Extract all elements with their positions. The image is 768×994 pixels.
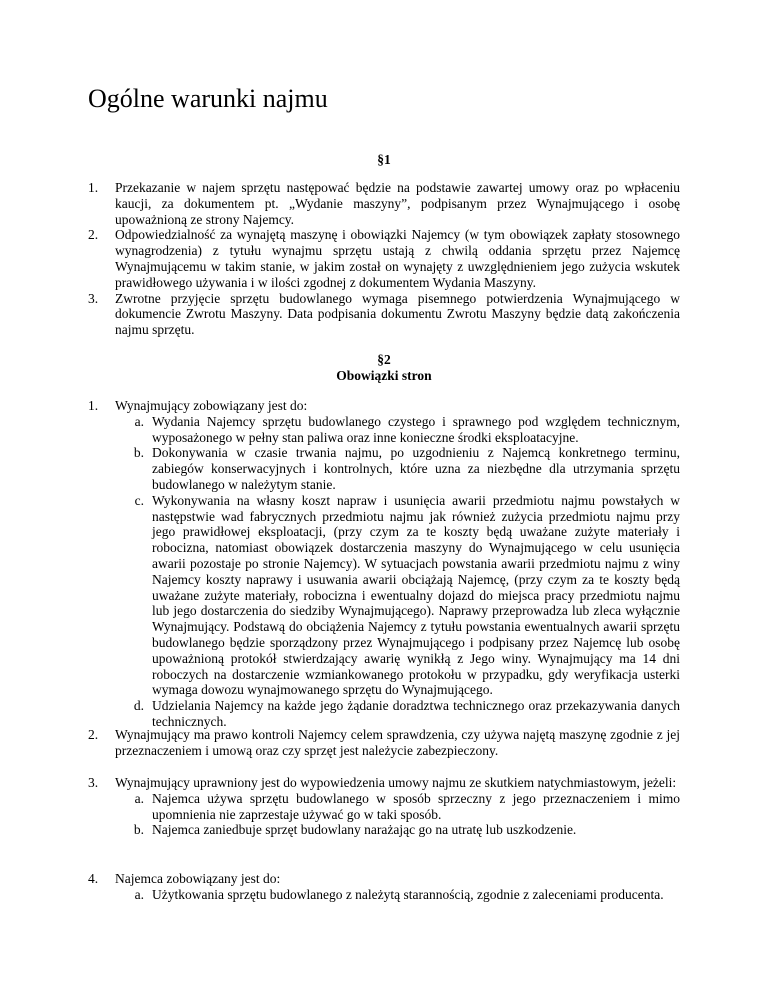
item-number: 3.: [88, 290, 99, 306]
sub-item-text: Dokonywania w czasie trwania najmu, po uzgodnieniu z Najemcą konkretnego terminu, zabiegów konserwacyjnych i kontrolnych, które uzna za niezbędne dla utrzymania sprzętu budowlanego w należytym stanie.: [152, 445, 680, 492]
section-2-point-3: [88, 775, 680, 838]
sub-item-letter: c.: [134, 492, 144, 508]
section-2-point-4: [88, 871, 680, 903]
sub-item-letter: d.: [133, 698, 144, 714]
list-item: [88, 227, 680, 290]
sub-item-text: Użytkowania sprzętu budowlanego z należytą starannością, zgodnie z zaleceniami producenta.: [152, 886, 664, 902]
item-text: Odpowiedzialność za wynajętą maszynę i obowiązki Najemcy (w tym obowiązek zapłaty stosownego wynagrodzenia) z tytułu wynajmu sprzętu ustają z chwilą oddania sprzętu przez Najemcę Wynajmującemu w takim stanie, w jakim został on wynajęty z uwzględnieniem jego zużycia wskutek prawidłowego używania i w ilości zgodnej z dokumentem Wydania Maszyny.: [115, 227, 680, 290]
item-text: Najemca zobowiązany jest do:: [115, 871, 281, 886]
sub-item: [115, 698, 680, 730]
sub-item-letter: a.: [134, 413, 144, 429]
list-item: [88, 871, 680, 887]
sub-item-text: Udzielania Najemcy na każde jego żądanie doradztwa technicznego oraz przekazywania danych technicznych.: [152, 698, 680, 729]
item-number: 3.: [88, 775, 99, 790]
item-number: 4.: [88, 871, 99, 886]
sub-item: [115, 414, 680, 446]
sub-item-letter: b.: [133, 445, 144, 461]
sub-item-letter: a.: [134, 886, 144, 902]
list-item: [88, 398, 680, 414]
section-2-point-1: [88, 398, 680, 730]
document-title: Ogólne warunki najmu: [88, 84, 328, 113]
item-number: 2.: [88, 227, 99, 243]
item-number: 1.: [88, 180, 99, 195]
sub-item: [115, 493, 680, 698]
item-text: Zwrotne przyjęcie sprzętu budowlanego wymaga pisemnego potwierdzenia Wynajmującego w dokumencie Zwrotu Maszyny. Data podpisania dokumentu Zwrotu Maszyny będzie datą zakończenia najmu sprzętu.: [115, 290, 680, 338]
list-item: [88, 180, 680, 227]
item-number: 2.: [88, 727, 99, 742]
sub-item-text: Wykonywania na własny koszt napraw i usunięcia awarii przedmiotu najmu powstałych w następstwie wad fabrycznych przedmiotu najmu jak również zużycia przedmiotu najmu przy jego prawidłowej eksploatacji, (przy czym za te koszty będą uważane zużyte materiały i robocizna, natomiast obowiązek dostarczenia maszyny do Wynajmującego w celu usunięcia awarii pozostaje po stronie Najemcy). W sytuacjach powstania awarii przedmiotu najmu z winy Najemcy koszty naprawy i usuwania awarii obciążają Najemcę, (przy czym za te koszty będą uważane zużyte materiały, robocizna i ewentualny dojazd do miejsca pracy przedmiotu najmu lub jego dostarczenia do siedziby Wynajmującego). Naprawy przeprowadza lub zleca wyłącznie Wynajmujący. Podstawą do obciążenia Najemcy z tytułu powstania ewentualnych awarii sprzętu budowlanego będzie sporządzony przez Wynajmującego i podpisany przez Najemcę lub osobę upoważnioną protokół stwierdzający awarię wynikłą z Jego winy. Wynajmujący ma 14 dni roboczych na dostarczenie wzmiankowanego protokołu w przypadku, gdy weryfikacja usterki wymaga dowozu wynajmowanego sprzętu do Wynajmującego.: [152, 492, 680, 698]
section-2-heading: §2: [377, 352, 391, 367]
section-1-list: [88, 180, 680, 338]
item-text: Wynajmujący ma prawo kontroli Najemcy celem sprawdzenia, czy używa najętą maszynę zgodnie z jej przeznaczeniem i umową oraz czy sprzęt jest należycie zabezpieczony.: [115, 727, 680, 758]
sub-item-letter: a.: [134, 790, 144, 806]
section-1-heading: §1: [377, 152, 391, 167]
sub-item-text: Wydania Najemcy sprzętu budowlanego czystego i sprawnego pod względem technicznym, wyposażonego w pełny stan paliwa oraz inne konieczne środki eksploatacyjne.: [152, 413, 680, 445]
list-item: [88, 291, 680, 338]
sub-item-text: Najemca używa sprzętu budowlanego w sposób sprzeczny z jego przeznaczeniem i mimo upomnienia nie zaprzestaje używać go w taki sposób.: [152, 790, 680, 822]
sub-item: [115, 791, 680, 823]
list-item: [88, 727, 680, 759]
item-text: Przekazanie w najem sprzętu następować będzie na podstawie zawartej umowy oraz po wpłaceniu kaucji, za dokumentem pt. „Wydanie maszyny”, podpisanym przez Wynajmującego i osobę upoważnioną ze strony Najemcy.: [115, 180, 680, 227]
sub-item-letter: b.: [133, 822, 144, 838]
item-text: Wynajmujący zobowiązany jest do:: [115, 398, 308, 413]
sub-item: [115, 887, 680, 903]
list-item: [88, 775, 680, 791]
item-number: 1.: [88, 398, 99, 413]
sub-item-text: Najemca zaniedbuje sprzęt budowlany narażając go na utratę lub uszkodzenie.: [152, 822, 577, 838]
item-text: Wynajmujący uprawniony jest do wypowiedzenia umowy najmu ze skutkiem natychmiastowym, jeżeli:: [115, 775, 677, 790]
section-2-subheading: Obowiązki stron: [336, 368, 432, 383]
sub-item: [115, 445, 680, 492]
sub-item: [115, 822, 680, 838]
section-2-point-2: [88, 727, 680, 759]
